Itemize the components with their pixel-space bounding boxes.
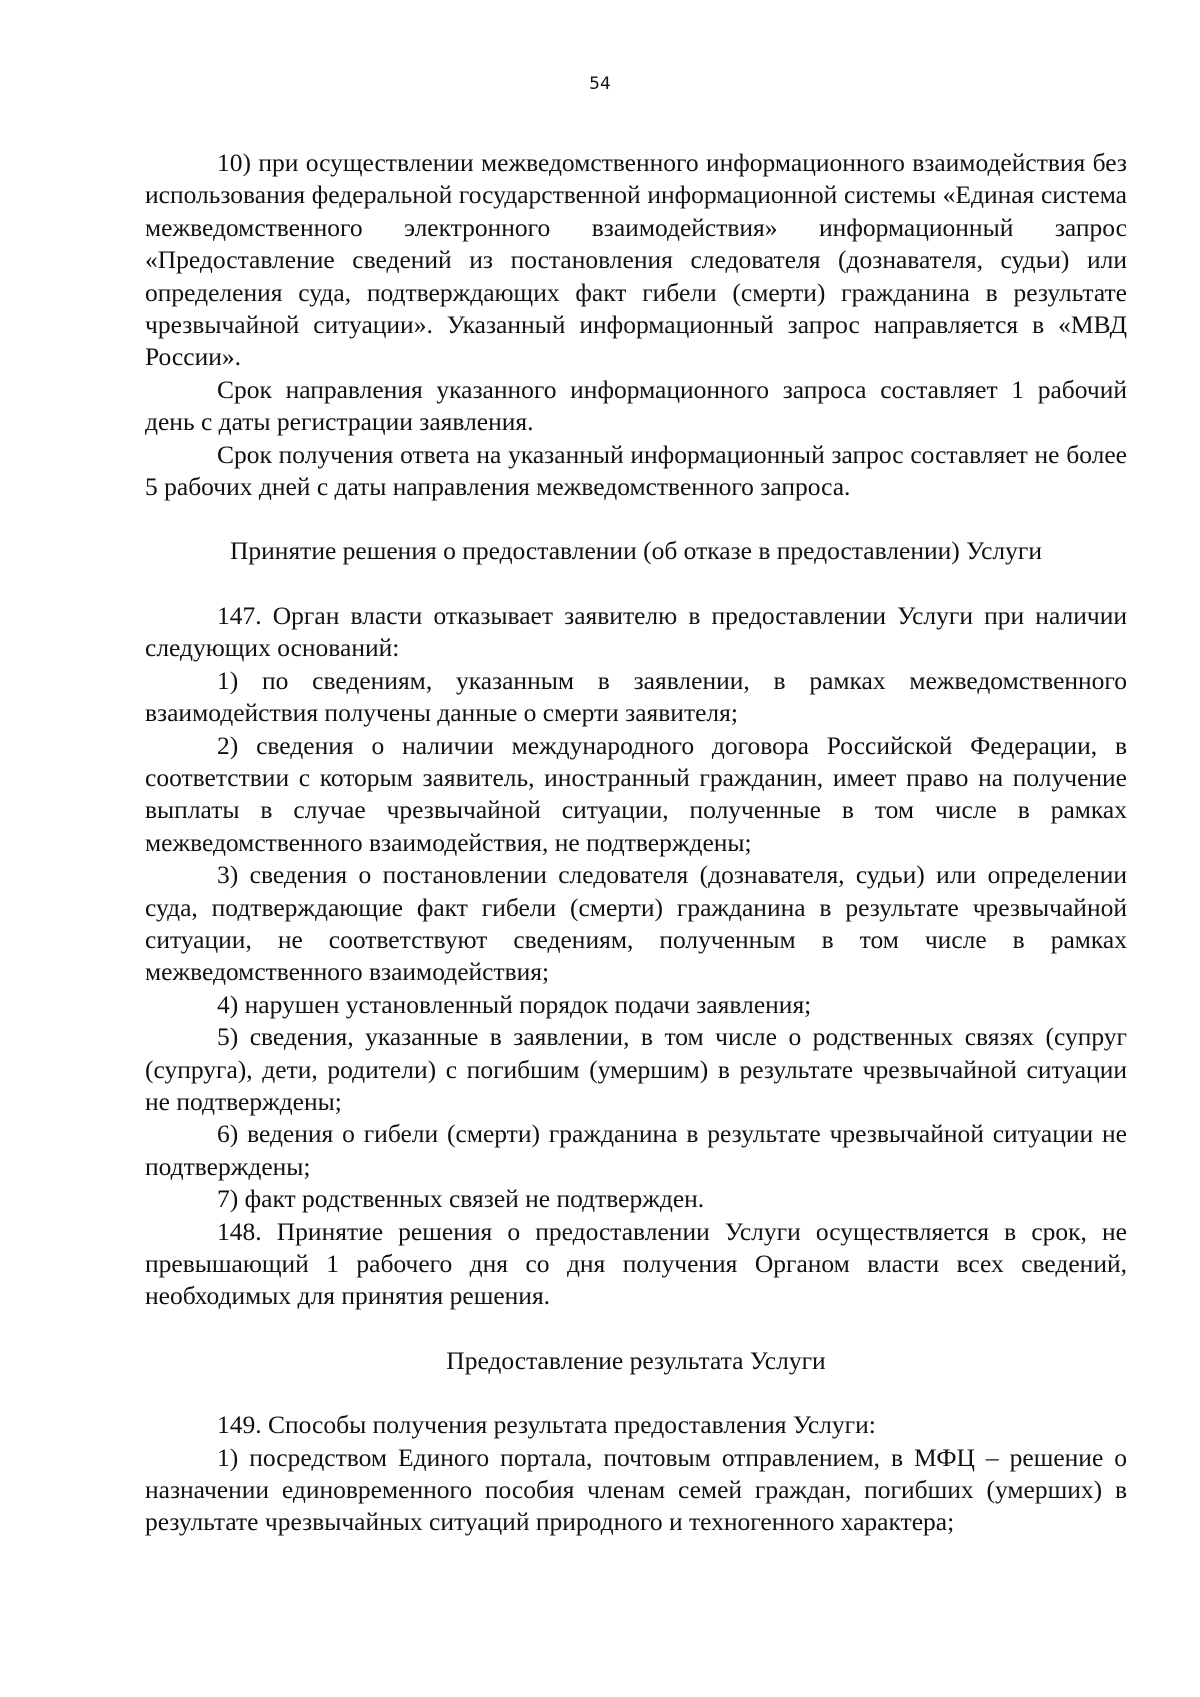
paragraph-147: 147. Орган власти отказывает заявителю в предоставлении Услуги при наличии следующих оснований: xyxy=(145,600,1127,663)
paragraph-149: 149. Способы получения результата предоставления Услуги: xyxy=(217,1410,876,1440)
list-item-ground-1: 1) по сведениям, указанным в заявлении, в рамках межведомственного взаимодействия получены данные о смерти заявителя; xyxy=(145,665,1127,728)
page-number: 54 xyxy=(589,74,611,94)
list-item-ground-7: 7) факт родственных связей не подтвержден. xyxy=(217,1184,705,1214)
list-item-ground-4: 4) нарушен установленный порядок подачи заявления; xyxy=(217,989,812,1019)
paragraph-request-reply-term: Срок получения ответа на указанный информационный запрос составляет не более 5 рабочих дней с даты направления межведомственного запроса. xyxy=(145,439,1127,502)
spacer xyxy=(145,1377,1127,1409)
list-item-ground-2: 2) сведения о наличии международного договора Российской Федерации, в соответствии с которым заявитель, иностранный гражданин, имеет право на получение выплаты в случае чрезвычайной ситуации, полученные в том числе в рамках межведомственного взаимодействия, не подтверждены; xyxy=(145,730,1127,857)
section-heading-decision: Принятие решения о предоставлении (об отказе в предоставлении) Услуги xyxy=(229,536,1043,566)
list-item-ground-5: 5) сведения, указанные в заявлении, в том числе о родственных связях (супруг (супруга), дети, родители) с погибшим (умершим) в результате чрезвычайной ситуации не подтверждены; xyxy=(145,1022,1127,1116)
spacer xyxy=(145,503,1127,535)
spacer xyxy=(145,568,1127,600)
spacer xyxy=(145,1313,1127,1345)
list-item-ground-3: 3) сведения о постановлении следователя (дознавателя, судьи) или определении суда, подтверждающие факт гибели (смерти) гражданина в результате чрезвычайной ситуации, не соответствуют сведениям, полученным в том числе в рамках межведомственного взаимодействия; xyxy=(145,860,1127,987)
paragraph-request-send-term: Срок направления указанного информационного запроса составляет 1 рабочий день с даты регистрации заявления. xyxy=(145,374,1127,437)
list-item-way-1: 1) посредством Единого портала, почтовым отправлением, в МФЦ – решение о назначении единовременного пособия членам семей граждан, погибших (умерших) в результате чрезвычайных ситуаций природного и техногенного характера; xyxy=(145,1442,1127,1537)
document-body xyxy=(145,147,1127,1539)
paragraph-148: 148. Принятие решения о предоставлении Услуги осуществляется в срок, не превышающий 1 рабочего дня со дня получения Органом власти всех сведений, необходимых для принятия решения. xyxy=(145,1216,1127,1311)
list-item-ground-6: 6) ведения о гибели (смерти) гражданина в результате чрезвычайной ситуации не подтверждены; xyxy=(145,1119,1127,1181)
section-heading-result: Предоставление результата Услуги xyxy=(446,1345,826,1375)
paragraph-item-10: 10) при осуществлении межведомственного информационного взаимодействия без использования федеральной государственной информационной системы «Единая система межведомственного электронного взаимодействия» информационный запрос «Предоставление сведений из постановления следователя (дознавателя, судьи) или определения суда, подтверждающих факт гибели (смерти) гражданина в результате чрезвычайной ситуации». Указанный информационный запрос направляется в «МВД России». xyxy=(145,148,1127,372)
